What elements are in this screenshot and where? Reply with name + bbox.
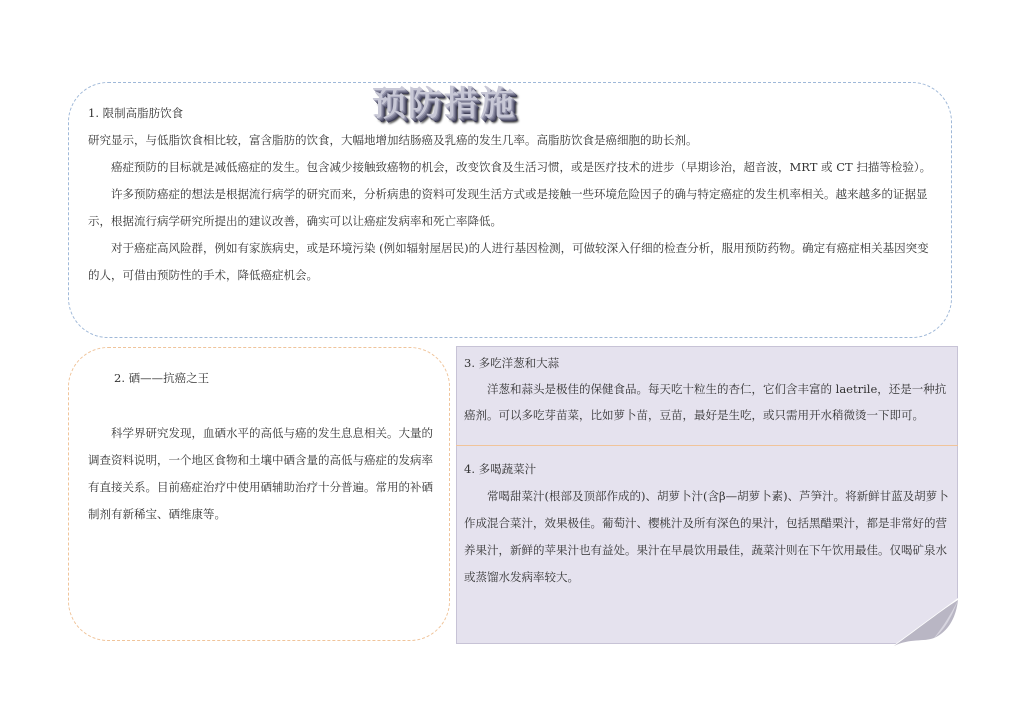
section2 [88, 366, 433, 528]
section2-body: 科学界研究发现，血硒水平的高低与癌的发生息息相关。大量的调查资料说明，一个地区食物和土壤中硒含量的高低与癌症的发病率有直接关系。目前癌症治疗中使用硒辅助治疗十分普遍。常用的补硒制剂有新稀宝、硒维康等。 [88, 426, 433, 521]
section1-heading: 1. 限制高脂肪饮食 [88, 106, 184, 120]
section-divider [456, 445, 958, 446]
page-curl-icon [890, 598, 960, 648]
section2-heading: 2. 硒——抗癌之王 [114, 371, 210, 385]
section3-heading: 3. 多吃洋葱和大蒜 [464, 356, 560, 370]
section4-body: 常喝甜菜汁(根部及顶部作成的)、胡萝卜汁(含β—胡萝卜素)、芦笋汁。将新鲜甘蓝及胡萝卜作成混合菜汁，效果极佳。葡萄汁、樱桃汁及所有深色的果汁，包括黑醋栗汁，都是非常好的营养果汁，新鲜的苹果汁也有益处。果汁在早晨饮用最佳，蔬菜汁则在下午饮用最佳。仅喝矿泉水或蒸馏水发病率较大。 [464, 489, 949, 584]
section3 [464, 350, 950, 428]
page-title: 预防措施 [372, 84, 516, 124]
section4-heading: 4. 多喝蔬菜汁 [464, 462, 537, 476]
section3-body: 洋葱和蒜头是极佳的保健食品。每天吃十粒生的杏仁，它们含丰富的 laetrile，还是一种抗癌剂。可以多吃芽苗菜，比如萝卜苗，豆苗，最好是生吃，或只需用开水稍微烫一下即可。 [464, 382, 947, 422]
section1-paragraph: 研究显示，与低脂饮食相比较，富含脂肪的饮食，大幅地增加结肠癌及乳癌的发生几率。高脂肪饮食是癌细胞的助长剂。 [88, 133, 698, 147]
section4 [464, 456, 950, 591]
section1-paragraph: 癌症预防的目标就是减低癌症的发生。包含减少接触致癌物的机会，改变饮食及生活习惯，或是医疗技术的进步（早期诊治，超音波，MRT 或 CT 扫描等检验）。 [111, 160, 932, 174]
section1 [88, 100, 938, 289]
section1-paragraph: 对于癌症高风险群，例如有家族病史，或是环境污染 (例如辐射屋居民)的人进行基因检测，可做较深入仔细的检查分析，服用预防药物。确定有癌症相关基因突变的人，可借由预防性的手术，降低癌症机会。 [88, 241, 929, 282]
section1-paragraph: 许多预防癌症的想法是根据流行病学的研究而来，分析病患的资料可发现生活方式或是接触一些环境危险因子的确与特定癌症的发生机率相关。越来越多的证据显示，根据流行病学研究所提出的建议改善，确实可以让癌症发病率和死亡率降低。 [88, 187, 928, 228]
